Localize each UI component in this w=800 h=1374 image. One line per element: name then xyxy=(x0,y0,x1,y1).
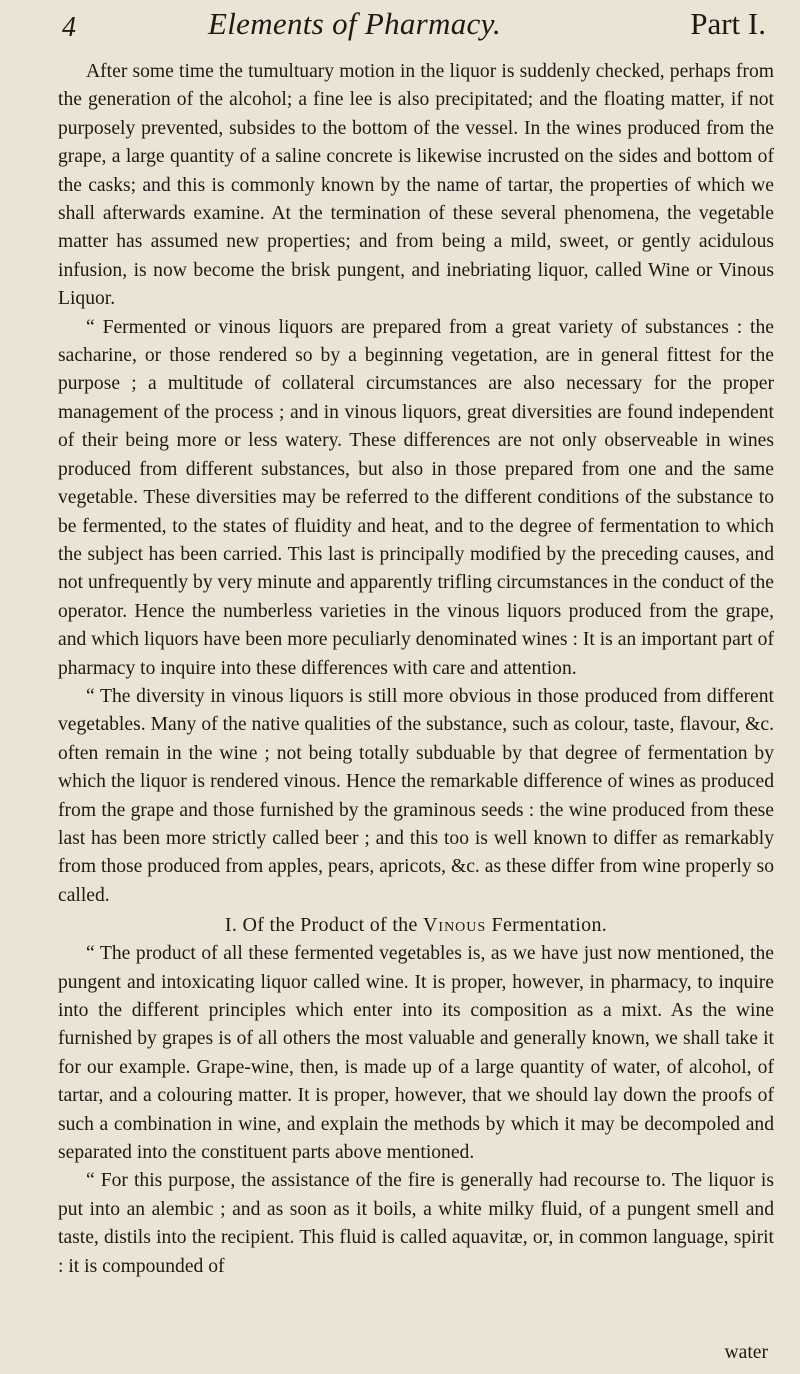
body-text xyxy=(58,58,774,1281)
section-heading-prefix: Of the Product of the xyxy=(242,914,418,937)
part-label: Part I. xyxy=(690,6,766,41)
paragraph: “ Fermented or vinous liquors are prepared from a great variety of substances : the sacharine, or those rendered so by a beginning vegetation, are in general fittest for the purpose ; a multitude of collateral circumstances are also necessary for the proper management of the process ; and in vinous liquors, great diversities are found independent of their being more or less watery. These differences are not only observeable in wines produced from different substances, but also in those prepared from one and the same vegetable. These diversities may be referred to the different conditions of the substance to be fermented, to the states of fluidity and heat, and to the degree of fermentation to which the subject has been carried. This last is principally modified by the preceding causes, and not unfrequently by very minute and apparently trifling circumstances in the conduct of the operator. Hence the numberless varieties in the vinous liquors produced from the grape, and which liquors have been more peculiarly denominated wines : It is an important part of pharmacy to inquire into these differences with care and attention. xyxy=(58,316,774,679)
catchword: water xyxy=(724,1342,768,1363)
section-heading-small-caps: Vinous xyxy=(422,914,487,937)
paragraph: “ For this purpose, the assistance of the fire is generally had recourse to. The liquor is put into an alembic ; and as soon as it boils, a white milky fluid, of a pungent smell and taste, distils into the recipient. This fluid is called aquavitæ, or, in common language, spirit : it is compounded of xyxy=(58,1170,774,1277)
page-number: 4 xyxy=(62,12,76,43)
paragraph: “ The product of all these fermented vegetables is, as we have just now mentioned, the pungent and intoxicating liquor called wine. It is proper, however, in pharmacy, to inquire into the different principles which enter into its composition as a mixt. As the wine furnished by grapes is of all others the most valuable and generally known, we shall take it for our example. Grape-wine, then, is made up of a large quantity of water, of alcohol, of tartar, and a colouring matter. It is proper, however, that we should lay down the proofs of such a combination in wine, and explain the methods by which it may be decompoled and separated into the constituent parts above mentioned. xyxy=(58,943,774,1164)
paragraph: “ The diversity in vinous liquors is still more obvious in those produced from different vegetables. Many of the native qualities of the substance, such as colour, taste, flavour, &c. often remain in the wine ; not being totally subduable by that degree of fermentation by which the liquor is rendered vinous. Hence the remarkable difference of wines as produced from the grape and those furnished by the graminous seeds : the wine produced from these last has been more strictly called beer ; and this too is well known to differ as remarkably from those produced from apples, pears, apricots, &c. as these differ from wine properly so called. xyxy=(58,685,774,906)
paragraph: After some time the tumultuary motion in the liquor is suddenly checked, perhaps from the generation of the alcohol; a fine lee is also precipitated; and the floating matter, if not purposely prevented, subsides to the bottom of the vessel. In the wines produced from the grape, a large quantity of a saline concrete is likewise incrusted on the sides and bottom of the casks; and this is commonly known by the name of tartar, the properties of which we shall afterwards examine. At the termination of these several phenomena, the vegetable matter has assumed new properties; and from being a mild, sweet, or gently acidulous infusion, is now become the brisk pungent, and inebriating liquor, called Wine or Vinous Liquor. xyxy=(58,61,774,310)
section-heading-suffix: Fermentation. xyxy=(491,914,608,937)
running-title: Elements of Pharmacy. xyxy=(208,6,501,41)
section-number: I. xyxy=(224,914,238,937)
section-heading xyxy=(58,910,774,940)
page-header xyxy=(58,0,774,58)
